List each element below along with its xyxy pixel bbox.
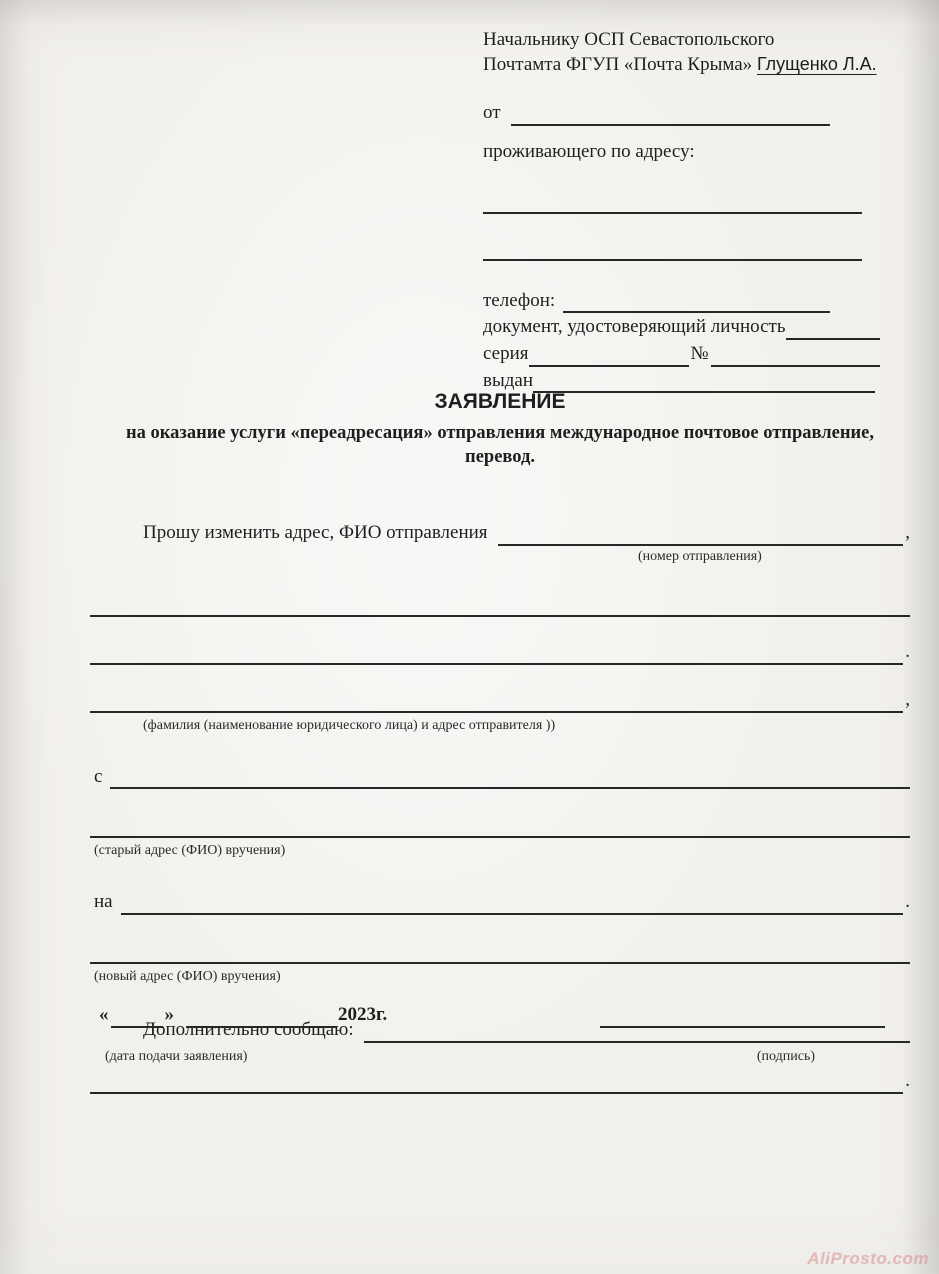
- new-address-blank-line-2: [90, 941, 910, 964]
- old-address-caption: (старый адрес (ФИО) вручения): [94, 843, 286, 859]
- additional-trailing-period: .: [905, 1069, 910, 1091]
- document-title: ЗАЯВЛЕНИЕ: [434, 390, 566, 413]
- sender-blank-line-3: [90, 688, 910, 713]
- id-document-blank-line: [786, 317, 881, 340]
- issued-label: выдан: [483, 369, 534, 391]
- number-blank-line: [711, 344, 880, 367]
- addressee-line-1: Начальнику ОСП Севастопольского: [483, 29, 775, 50]
- phone-field: [483, 289, 830, 314]
- addressee-org: Почтамта ФГУП «Почта Крыма»: [483, 53, 753, 75]
- footer-date-signature: [90, 1003, 910, 1028]
- new-address-caption: (новый адрес (ФИО) вручения): [94, 969, 281, 985]
- sender-blank-line-1: [90, 594, 910, 617]
- old-address-prefix: с: [94, 765, 103, 787]
- new-address-prefix: на: [94, 891, 113, 913]
- sender-caption: (фамилия (наименование юридического лица) и адрес отправителя )): [143, 717, 556, 733]
- series-number-field: [483, 342, 880, 367]
- additional-info-label: Дополнительно сообщаю:: [143, 1019, 354, 1041]
- addressee-name: Глущенко Л.А.: [756, 53, 877, 74]
- sender-line2-period: .: [905, 641, 910, 663]
- document-subtitle: на оказание услуги «переадресация» отправления международное почтовое отправление, перевод.: [126, 423, 874, 468]
- series-label: серия: [483, 342, 529, 364]
- open-quote: «: [99, 1004, 109, 1025]
- old-address-field: [94, 765, 910, 790]
- residing-label: проживающего по адресу:: [483, 141, 695, 163]
- day-blank-line: [111, 1005, 163, 1028]
- addressee-line-2: [483, 53, 883, 78]
- sender-lines: [90, 594, 910, 712]
- close-quote: »: [164, 1004, 174, 1025]
- sender-line3-comma: ,: [905, 688, 910, 710]
- footer-captions: [90, 1048, 910, 1066]
- form-body: [90, 388, 910, 1094]
- series-blank-line: [529, 344, 689, 367]
- new-address-field: [94, 890, 910, 915]
- site-watermark: AliProsto.com: [807, 1248, 929, 1268]
- year-label: 2023г.: [338, 1004, 388, 1025]
- from-label: от: [483, 102, 501, 124]
- request-trailing-comma: ,: [905, 522, 910, 544]
- month-blank-line: [186, 1005, 336, 1028]
- sender-blank-line-2: [90, 640, 910, 665]
- from-blank-line: [511, 103, 830, 126]
- address-blank-line-2: [483, 238, 862, 261]
- signature-blank-line: [600, 1005, 885, 1028]
- old-address-blank-line-2: [90, 815, 910, 838]
- id-document-label: документ, удостоверяющий личность: [483, 316, 786, 338]
- id-document-field: [483, 315, 880, 340]
- address-blank-line-1: [483, 191, 862, 214]
- additional-info-blank-line-2: [90, 1069, 910, 1094]
- number-sign-label: №: [690, 342, 709, 364]
- old-address-blank-line-1: [110, 767, 910, 790]
- phone-blank-line: [563, 290, 830, 313]
- shipment-number-blank-line: [498, 523, 904, 546]
- phone-label: телефон:: [483, 289, 556, 311]
- new-address-blank-line-1: [121, 892, 904, 915]
- date-caption: (дата подачи заявления): [105, 1049, 248, 1064]
- new-address-trailing-period: .: [905, 891, 910, 913]
- signature-caption: (подпись): [756, 1049, 815, 1064]
- addressee-block: [483, 28, 883, 393]
- request-label: Прошу изменить адрес, ФИО отправления: [143, 522, 488, 544]
- shipment-number-caption: (номер отправления): [638, 549, 762, 565]
- date-field: [97, 1003, 387, 1028]
- request-field: [143, 521, 910, 546]
- from-field: [483, 101, 830, 126]
